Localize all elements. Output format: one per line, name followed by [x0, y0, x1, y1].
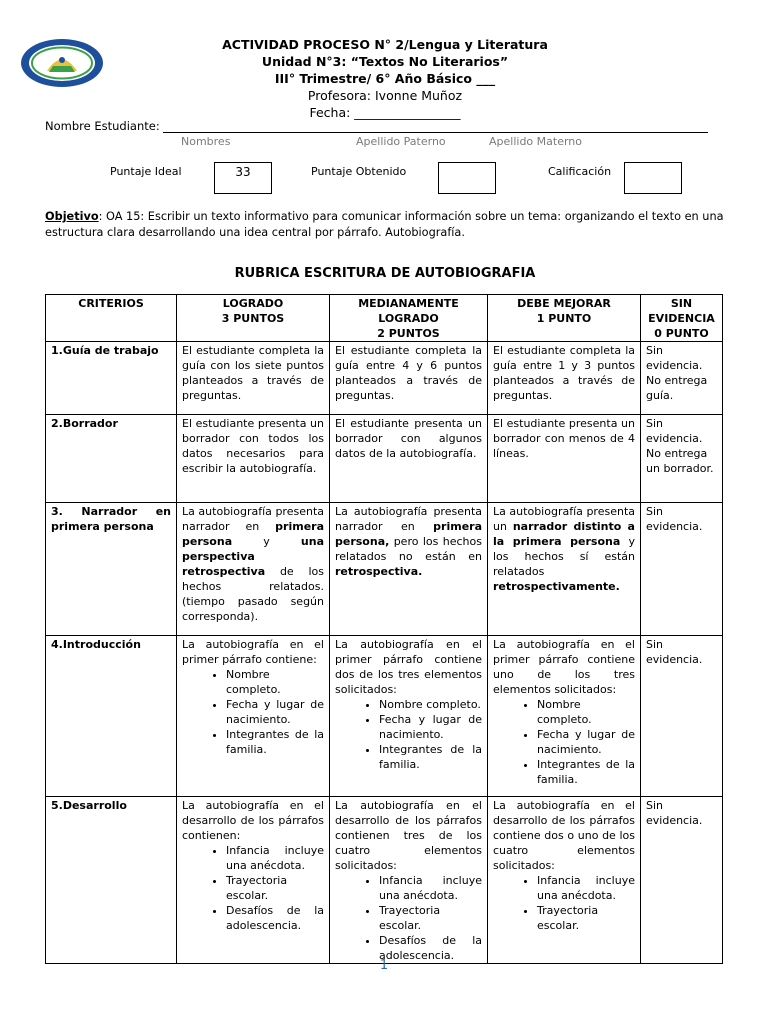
list-item: • Fecha y lugar de nacimiento. [537, 727, 635, 757]
objective-label: Objetivo [45, 210, 99, 223]
no-evidence-cell: Sin evidencia. [641, 503, 723, 636]
element-list [182, 667, 324, 757]
list-item: • Infancia incluye una anécdota. [379, 873, 482, 903]
table-row [46, 636, 723, 797]
header-criteria: CRITERIOS [46, 295, 177, 342]
ideal-score-box [214, 162, 272, 194]
partially-cell: La autobiografía en el primer párrafo contiene dos de los tres elementos solicitados: • Nombre completo. • Fecha y lugar de nacimiento. • Integrantes de la familia. [330, 636, 488, 797]
list-item: • Trayectoria escolar. [226, 873, 324, 903]
no-evidence-cell: Sin evidencia. [641, 797, 723, 964]
student-name-line[interactable] [45, 119, 725, 133]
table-row [46, 415, 723, 503]
list-item: • Trayectoria escolar. [537, 903, 635, 933]
list-item: • Integrantes de la familia. [226, 727, 324, 757]
ideal-score-label: Puntaje Ideal [110, 165, 182, 178]
school-logo [19, 38, 105, 88]
list-item: • Desafíos de la adolescencia. [379, 933, 482, 963]
achieved-cell: La autobiografía presenta narrador en primera persona y una perspectiva retrospectiva de los hechos relatados. (tiempo pasado según corresponda). [177, 503, 330, 636]
list-item: • Fecha y lugar de nacimiento. [226, 697, 324, 727]
list-item: • Nombre completo. [537, 697, 635, 727]
partially-cell: La autobiografía en el desarrollo de los párrafos contienen tres de los cuatro elementos solicitados: • Infancia incluye una anécdota. • Trayectoria escolar. • Desafíos de la adolescencia. [330, 797, 488, 964]
improve-cell: El estudiante completa la guía entre 1 y 3 puntos planteados a través de preguntas. [488, 342, 641, 415]
improve-cell: El estudiante presenta un borrador con menos de 4 líneas. [488, 415, 641, 503]
grade-box[interactable] [624, 162, 682, 194]
improve-cell: La autobiografía en el primer párrafo contiene uno de los tres elementos solicitados: • Nombre completo. • Fecha y lugar de nacimiento. • Integrantes de la familia. [488, 636, 641, 797]
page-number: 1 [379, 958, 389, 973]
student-name-field[interactable] [163, 120, 708, 133]
achieved-cell: La autobiografía en el desarrollo de los párrafos contienen: • Infancia incluye una anécdota. • Trayectoria escolar. • Desafíos de la adolescencia. [177, 797, 330, 964]
table-row [46, 342, 723, 415]
ideal-score-value: 33 [235, 165, 251, 179]
header-teacher: Profesora: Ivonne Muñoz [307, 88, 463, 103]
header-no-evidence: SIN EVIDENCIA 0 PUNTO [641, 295, 723, 342]
obtained-score-box[interactable] [438, 162, 496, 194]
element-list [182, 843, 324, 933]
no-evidence-cell: Sin evidencia. No entrega un borrador. [641, 415, 723, 503]
criterion-cell: 1.Guía de trabajo [46, 342, 177, 415]
header-trimester: III° Trimestre/ 6° Año Básico ___ [274, 71, 496, 86]
table-row [46, 797, 723, 964]
list-item: • Trayectoria escolar. [379, 903, 482, 933]
achieved-cell: El estudiante completa la guía con los siete puntos planteados a través de preguntas. [177, 342, 330, 415]
list-item: • Desafíos de la adolescencia. [226, 903, 324, 933]
criterion-cell: 2.Borrador [46, 415, 177, 503]
header-date: Fecha: _________________ [309, 105, 461, 120]
achieved-cell: El estudiante presenta un borrador con todos los datos necesarios para escribir la autobiografía. [177, 415, 330, 503]
improve-cell: La autobiografía presenta un narrador distinto a la primera persona y los hechos sí están relatados retrospectivamente. [488, 503, 641, 636]
no-evidence-cell: Sin evidencia. No entrega guía. [641, 342, 723, 415]
list-item: • Integrantes de la familia. [537, 757, 635, 787]
table-row [46, 503, 723, 636]
grade-label: Calificación [548, 165, 612, 178]
element-list [493, 873, 635, 933]
objective [45, 209, 725, 240]
list-item: • Infancia incluye una anécdota. [537, 873, 635, 903]
header-unit: Unidad N°3: “Textos No Literarios” [261, 54, 509, 69]
partially-cell: La autobiografía presenta narrador en primera persona, pero los hechos relatados no están en retrospectiva. [330, 503, 488, 636]
header-improve: DEBE MEJORAR 1 PUNTO [488, 295, 641, 342]
header-title: ACTIVIDAD PROCESO N° 2/Lengua y Literatura [222, 37, 548, 52]
criterion-cell: 5.Desarrollo [46, 797, 177, 964]
partially-cell: El estudiante completa la guía entre 4 y 6 puntos planteados a través de preguntas. [330, 342, 488, 415]
achieved-cell: La autobiografía en el primer párrafo contiene: • Nombre completo. • Fecha y lugar de nacimiento. • Integrantes de la familia. [177, 636, 330, 797]
list-item: • Integrantes de la familia. [379, 742, 482, 772]
rubric-table [45, 294, 723, 964]
header-achieved: LOGRADO 3 PUNTOS [177, 295, 330, 342]
no-evidence-cell: Sin evidencia. [641, 636, 723, 797]
partially-cell: El estudiante presenta un borrador con algunos datos de la autobiografía. [330, 415, 488, 503]
names-caption: Nombres [181, 135, 231, 148]
list-item: • Fecha y lugar de nacimiento. [379, 712, 482, 742]
maternal-caption: Apellido Materno [489, 135, 582, 148]
rubric-title: RUBRICA ESCRITURA DE AUTOBIOGRAFIA [234, 266, 536, 281]
criterion-cell: 3. Narrador en primera persona [46, 503, 177, 636]
paternal-caption: Apellido Paterno [356, 135, 446, 148]
header-partially: MEDIANAMENTE LOGRADO 2 PUNTOS [330, 295, 488, 342]
element-list [493, 697, 635, 787]
student-name-label: Nombre Estudiante: [45, 119, 160, 133]
criterion-cell: 4.Introducción [46, 636, 177, 797]
list-item: • Nombre completo. [379, 697, 482, 712]
rubric-header-row [46, 295, 723, 342]
element-list [335, 697, 482, 772]
obtained-score-label: Puntaje Obtenido [311, 165, 407, 178]
list-item: • Nombre completo. [226, 667, 324, 697]
list-item: • Infancia incluye una anécdota. [226, 843, 324, 873]
objective-text: : OA 15: Escribir un texto informativo para comunicar información sobre un tema: organizando el texto en una estructura clara desarrollando una idea central por párrafo. Autobiografía. [45, 210, 724, 239]
element-list [335, 873, 482, 963]
improve-cell: La autobiografía en el desarrollo de los párrafos contiene dos o uno de los cuatro elementos solicitados: • Infancia incluye una anécdota. • Trayectoria escolar. [488, 797, 641, 964]
